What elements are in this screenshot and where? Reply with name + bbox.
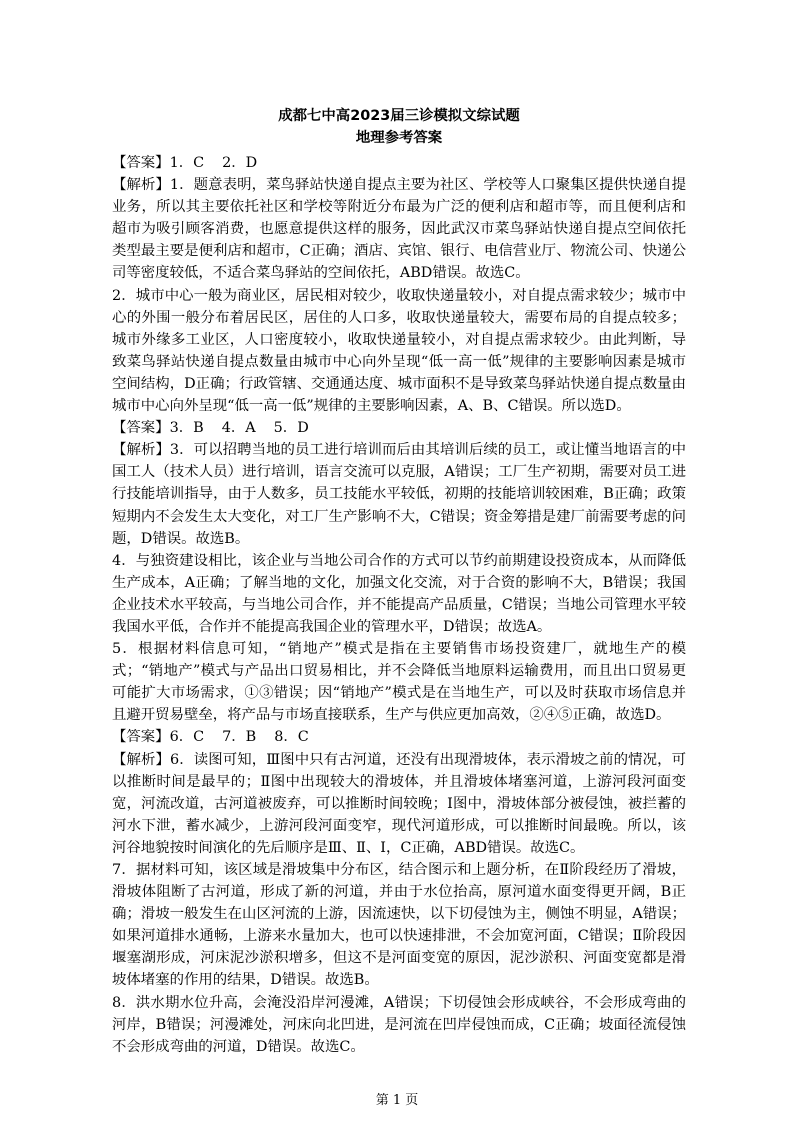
answer-tag: 【答案】 — [112, 729, 170, 746]
answer-item: 2．D — [222, 155, 258, 171]
analysis-paragraph-3: 【解析】3．可以招聘当地的员工进行培训而后由其培训后续的员工，或让懂当地语言的中国工人（技术人员）进行培训，语言交流可以克服，A错误；工厂生产初期，需要对员工进行技能培训指导，由于人数多，员工技能水平较低，初期的技能培训较困难，B正确；政策短期内不会发生太大变化，对工厂生产影响不大，C错误；资金筹措是建厂前需要考虑的问题，D错误。故选B。 — [112, 442, 686, 547]
answer-line-3-5 — [112, 417, 686, 439]
answer-item: 3．B — [169, 420, 204, 437]
analysis-paragraph-4: 4．与独资建设相比，该企业与当地公司合作的方式可以节约前期建设投资成本，从而降低生产成本，A正确；了解当地的文化，加强文化交流，对于合资的影响不大，B错误；我国企业技术水平较高，与当地公司合作，并不能提高产品质量，C错误；当地公司管理水平较我国水平低，合作并不能提高我国企业的管理水平，D错误；故选A。 — [112, 552, 686, 635]
analysis-paragraph-5: 5．根据材料信息可知，“销地产”模式是指在主要销售市场投资建厂，就地生产的模式；“销地产”模式与产品出口贸易相比，并不会降低当地原料运输费用，而且出口贸易更可能扩大市场需求，①③错误；因“销地产”模式是在当地生产，可以及时获取市场信息并且避开贸易壁垒，将产品与市场直接联系，生产与供应更加高效，②④⑤正确，故选D。 — [112, 641, 686, 724]
answer-tag: 【答案】 — [112, 155, 170, 171]
answer-line-6-8 — [112, 726, 686, 748]
answer-item: 6．C — [169, 729, 205, 746]
page-title: 成都七中高2023届三诊模拟文综试题 — [278, 108, 520, 124]
analysis-paragraph-7: 7．据材料可知，该区域是滑坡集中分布区，结合图示和上题分析，在Ⅱ阶段经历了滑坡，滑坡体阻断了古河道，形成了新的河道，并由于水位抬高，原河道水面变得更开阔，B正确；滑坡一般发生在山区河流的上游，因流速快，以下切侵蚀为主，侧蚀不明显，A错误；如果河道排水通畅，上游来水量加大，也可以快速排泄，不会加宽河面，C错误；Ⅱ阶段因堰塞湖形成，河床泥沙淤积增多，但这不是河面变宽的原因，泥沙淤积、河面变宽都是滑坡体堵塞的作用的结果，D错误。故选B。 — [112, 862, 686, 989]
answer-tag: 【答案】 — [112, 420, 170, 437]
analysis-paragraph-1: 【解析】1．题意表明，菜鸟驿站快递自提点主要为社区、学校等人口聚集区提供快递自提业务，所以其主要依托社区和学校等附近分布最为广泛的便利店和超市等，而且便利店和超市为吸引顾客消费，也愿意提供这样的服务，因此武汉市菜鸟驿站快递自提点空间依托类型最主要是便利店和超市，C正确；酒店、宾馆、银行、电信营业厅、物流公司、快递公司等密度较低，不适合菜鸟驿站的空间依托，ABD错误。故选C。 — [112, 177, 686, 282]
analysis-paragraph-6: 【解析】6．读图可知，Ⅲ图中只有古河道，还没有出现滑坡体，表示滑坡之前的情况，可以推断时间是最早的；Ⅱ图中出现较大的滑坡体，并且滑坡体堵塞河道，上游河段河面变宽，河流改道，古河道被废弃，可以推断时间较晚；Ⅰ图中，滑坡体部分被侵蚀，被拦蓄的河水下泄，蓄水减少，上游河段河面变窄，现代河道形成，可以推断时间最晚。所以，该河谷地貌按时间演化的先后顺序是Ⅲ、Ⅱ、Ⅰ，C正确，ABD错误。故选C。 — [112, 751, 686, 856]
answer-body — [112, 152, 686, 1058]
answer-item: 8．C — [274, 729, 309, 746]
answer-item: 1．C — [169, 155, 205, 171]
answer-item: 4．A — [221, 420, 256, 437]
page-number: 第 1 页 — [375, 1093, 419, 1108]
answer-item: 7．B — [222, 729, 257, 746]
page-subtitle: 地理参考答案 — [355, 130, 443, 146]
analysis-paragraph-2: 2．城市中心一般为商业区，居民相对较少，收取快递量较小，对自提点需求较少；城市中心的外围一般分布着居民区，居住的人口多，收取快递量较大，需要布局的自提点较多；城市外缘多工业区，人口密度较小，收取快递量较小，对自提点需求较少。由此判断，导致菜鸟驿站快递自提点数量由城市中心向外呈现“低一高一低”规律的主要影响因素是城市空间结构，D正确；行政管辖、交通通达度、城市面积不是导致菜鸟驿站快递自提点数量由城市中心向外呈现“低一高一低”规律的主要影响因素，A、B、C错误。所以选D。 — [112, 287, 686, 415]
answer-line-1-2 — [112, 152, 686, 174]
analysis-paragraph-8: 8．洪水期水位升高，会淹没沿岸河漫滩，A错误；下切侵蚀会形成峡谷，不会形成弯曲的河岸，B错误；河漫滩处，河床向北凹进，是河流在凹岸侵蚀而成，C正确；坡面径流侵蚀不会形成弯曲的河道，D错误。故选C。 — [112, 994, 686, 1055]
answer-item: 5．D — [273, 420, 309, 437]
